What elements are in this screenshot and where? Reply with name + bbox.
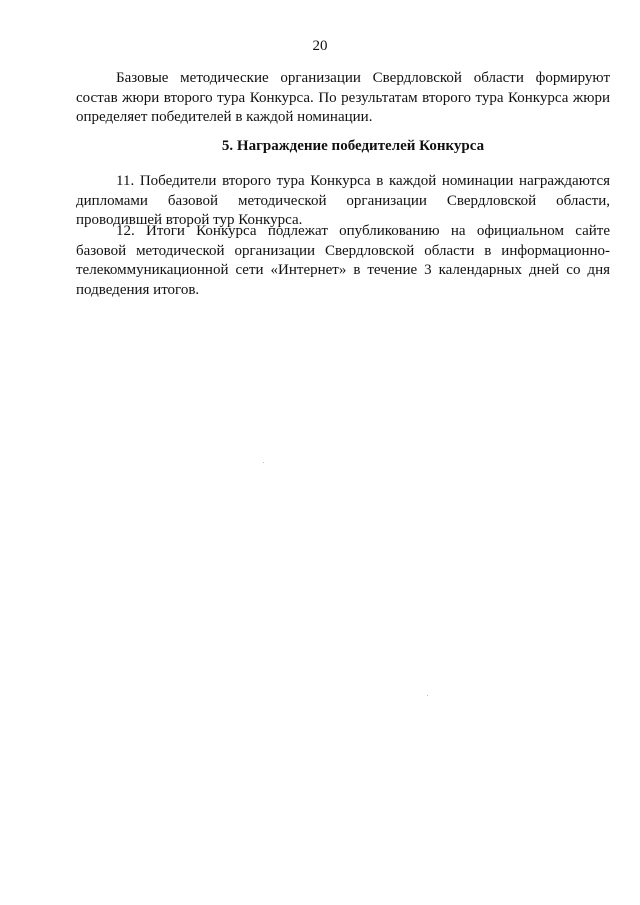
- scan-speck: [263, 462, 264, 463]
- paragraph-jury-formation: Базовые методические организации Свердловской области формируют состав жюри второго тура Конкурса. По результатам второго тура Конкурса жюри определяет победителей в каждой номинации.: [76, 70, 610, 125]
- scan-speck: [427, 695, 428, 696]
- paragraph-item-11: 11. Победители второго тура Конкурса в каждой номинации награждаются дипломами базовой методической организации Свердловской области, проводившей второй тур Конкурса.: [76, 173, 610, 228]
- page-number: 20: [312, 38, 328, 54]
- section-heading: 5. Награждение победителей Конкурса: [221, 138, 485, 154]
- paragraph-item-12: 12. Итоги Конкурса подлежат опубликованию на официальном сайте базовой методической организации Свердловской области в информационно-телекоммуникационной сети «Интернет» в течение 3 календарных дней со дня подведения итогов.: [76, 223, 610, 298]
